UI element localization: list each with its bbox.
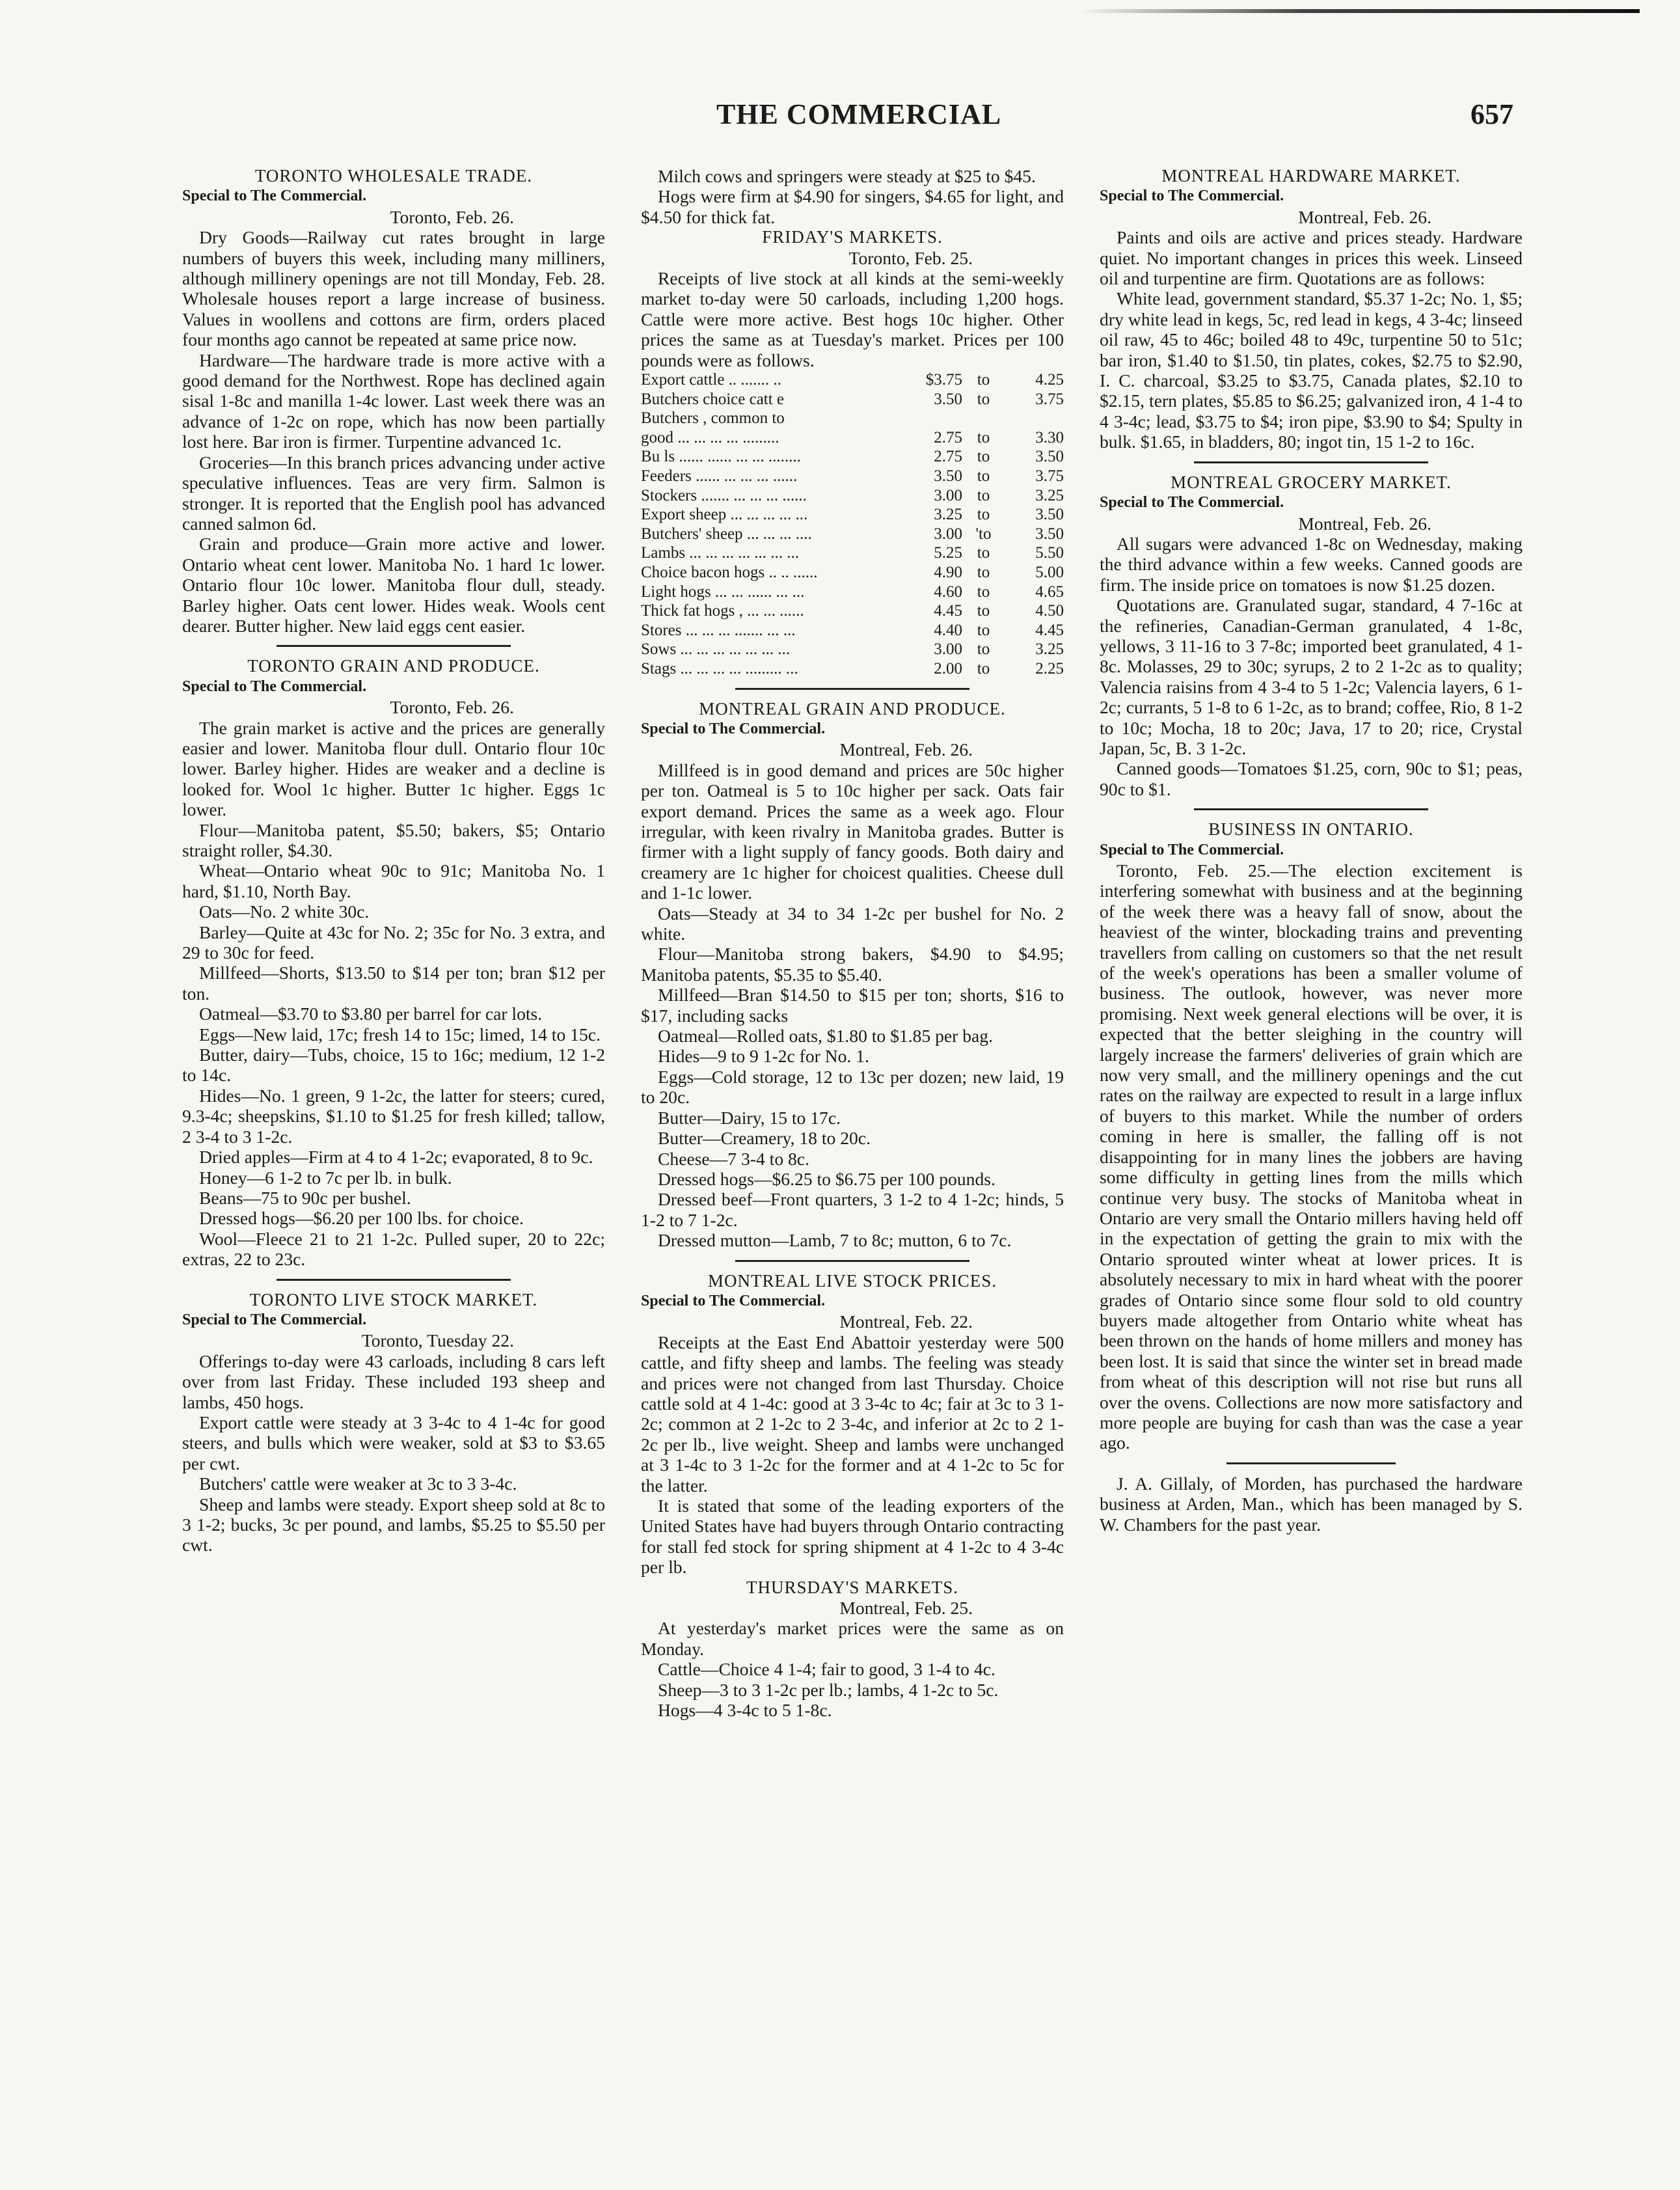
price-high: 3.30: [1035, 428, 1064, 446]
price-row: [641, 447, 1064, 467]
article-montreal-hardware-market: [1100, 166, 1523, 452]
price-item: Sows ... ... ... ... ... ... ...: [641, 640, 791, 659]
page-header: [0, 98, 1680, 137]
price-low: 4.60: [934, 582, 962, 601]
price-low: 4.45: [934, 602, 962, 620]
article-special-line: Special to The Commercial.: [182, 187, 367, 205]
article-headline: TORONTO LIVE STOCK MARKET.: [249, 1289, 538, 1309]
price-row: [641, 390, 1064, 409]
section-divider: [277, 1279, 511, 1281]
price-to: to: [977, 486, 990, 504]
article-special-line: Special to The Commercial.: [641, 720, 826, 737]
paragraph: Wheat—Ontario wheat 90c to 91c; Manitoba No. 1 hard, $1.10, North Bay.: [182, 860, 605, 901]
price-low: 4.90: [934, 564, 962, 581]
price-table: [641, 370, 1064, 679]
price-to: to: [977, 621, 990, 639]
section-divider: [735, 1260, 969, 1262]
column-1: [182, 166, 605, 2177]
paragraph: The grain market is active and the prices are generally easier and lower. Manitoba flour dull. Ontario flour 10c lower. Barley higher. Hides are weaker and a decline is looked for. Wool 1c higher. Butter 1c higher. Eggs 1c lower.: [182, 717, 605, 820]
price-item: Butchers choice catt e: [641, 390, 785, 408]
paragraph: Milch cows and springers were steady at $25 to $45.: [658, 166, 1036, 186]
article-toronto-grain-and-produce: [182, 656, 605, 1269]
paragraph: Hides—9 to 9 1-2c for No. 1.: [658, 1046, 869, 1067]
price-to: to: [977, 506, 990, 524]
price-row: [641, 525, 1064, 544]
price-item: Stockers ....... ... ... ... ......: [641, 486, 807, 504]
price-to: to: [977, 640, 990, 659]
article-dateline: Toronto, Feb. 26.: [390, 697, 514, 718]
article-headline: TORONTO GRAIN AND PRODUCE.: [247, 656, 540, 676]
section-divider: [1194, 808, 1428, 810]
article-dateline: Toronto, Feb. 25.: [848, 247, 973, 268]
paragraph: Paints and oils are active and prices steady. Hardware quiet. No important changes in prices this week. Linseed oil and turpentine are firm. Quotations are as follows:: [1100, 227, 1523, 289]
column-2: [641, 166, 1064, 2177]
paragraph: Dressed beef—Front quarters, 3 1-2 to 4 1-2c; hinds, 5 1-2 to 7 1-2c.: [641, 1189, 1064, 1230]
article-headline: MONTREAL GROCERY MARKET.: [1171, 472, 1452, 492]
price-high: 4.25: [1035, 371, 1064, 389]
price-row: [641, 563, 1064, 582]
article-fridays-markets: [641, 227, 1064, 678]
price-item: Choice bacon hogs .. .. ......: [641, 564, 818, 581]
price-item: Export sheep ... ... ... ... ...: [641, 506, 808, 524]
article-thursdays-markets: [641, 1578, 1064, 1721]
price-low: 3.00: [934, 486, 962, 504]
price-high: 3.25: [1035, 486, 1064, 504]
article-dateline: Montreal, Feb. 25.: [839, 1598, 973, 1619]
price-item: Bu ls ...... ...... ... ... ........: [641, 448, 801, 466]
article-headline: BUSINESS IN ONTARIO.: [1208, 819, 1414, 840]
paragraph: Oatmeal—Rolled oats, $1.80 to $1.85 per bag.: [658, 1026, 993, 1047]
paragraph: Honey—6 1-2 to 7c per lb. in bulk.: [199, 1167, 452, 1188]
paragraph: Canned goods—Tomatoes $1.25, corn, 90c to $1; peas, 90c to $1.: [1100, 758, 1523, 799]
paragraph: Offerings to-day were 43 carloads, including 8 cars left over from last Friday. These included 193 sheep and lambs, 450 hogs.: [182, 1350, 605, 1412]
article-headline: FRIDAY'S MARKETS.: [762, 227, 943, 247]
price-to: to: [977, 602, 990, 620]
paragraph: Dressed hogs—$6.20 per 100 lbs. for choice.: [199, 1208, 524, 1229]
price-row: [641, 543, 1064, 563]
price-to: to: [977, 390, 990, 408]
paragraph: Receipts at the East End Abattoir yesterday were 500 cattle, and fifty sheep and lambs. The feeling was steady and prices were not changed from last Thursday. Choice cattle sold at 4 1-4c: good at 3 3-4c to 4c; fair at 3c to 3 1-2c; common at 2 1-2c to 2 3-4c, and inferior at 2c to 2 1-2c per lb., live weight. Sheep and lambs were unchanged at 3 1-4c to 3 1-2c for the former and at 4 1-2c to 5c for the latter.: [641, 1332, 1064, 1496]
price-high: 3.25: [1035, 640, 1064, 659]
article-special-line: Special to The Commercial.: [1100, 494, 1284, 512]
price-row: [641, 659, 1064, 679]
top-border-rule: [1080, 9, 1640, 13]
paragraph: Butchers' cattle were weaker at 3c to 3 3-4c.: [199, 1473, 517, 1494]
price-high: 4.45: [1035, 621, 1064, 639]
price-row: [641, 582, 1064, 602]
price-to: to: [977, 448, 990, 466]
price-high: 3.50: [1035, 448, 1064, 466]
price-item: Butchers , common to: [641, 409, 785, 428]
price-low: 4.40: [934, 621, 962, 639]
article-toronto-wholesale-trade: [182, 166, 605, 636]
article-dateline: Montreal, Feb. 26.: [1298, 513, 1431, 534]
price-high: 3.50: [1035, 525, 1064, 543]
price-to: to: [977, 467, 990, 486]
paragraph: Sheep—3 to 3 1-2c per lb.; lambs, 4 1-2c to 5c.: [658, 1679, 999, 1700]
paragraph: White lead, government standard, $5.37 1-2c; No. 1, $5; dry white lead in kegs, 5c, red lead in kegs, 4 3-4c; linseed oil raw, 45 to 46c; boiled 48 to 49c, turpentine 50 to 51c; bar iron, $1.40 to $1.50, tin plates, cokes, $2.75 to $2.90, I. C. charcoal, $3.25 to $3.75, Canada plates, $2.10 to $2.15, tern plates, $5.85 to $6.25; galvanized iron, 4 1-4 to 4 3-4c; lead, $3.75 to $4; iron pipe, $3.90 to $4; Spulty in bulk. $1.65, in bladders, 80; ingot tin, 15 1-2 to 16c.: [1100, 288, 1523, 452]
price-to: to: [977, 659, 990, 678]
column-3: [1100, 166, 1523, 2177]
price-low: 3.00: [934, 640, 962, 659]
price-high: 5.00: [1035, 564, 1064, 581]
paragraph: Eggs—New laid, 17c; fresh 14 to 15c; limed, 14 to 15c.: [199, 1024, 601, 1045]
price-to: 'to: [975, 525, 992, 543]
price-to: to: [977, 564, 990, 581]
price-low: 2.00: [934, 659, 962, 678]
page-number: 657: [1470, 98, 1513, 130]
price-to: to: [977, 428, 990, 446]
article-special-line: Special to The Commercial.: [641, 1292, 826, 1309]
price-to: to: [977, 371, 990, 389]
price-row: [641, 601, 1064, 621]
paragraph: Hides—No. 1 green, 9 1-2c, the latter for steers; cured, 9.3-4c; sheepskins, $1.10 to $1.25 for fresh killed; tallow, 2 3-4 to 3 1-2c.: [182, 1085, 605, 1147]
paragraph: Sheep and lambs were steady. Export sheep sold at 8c to 3 1-2; bucks, 3c per pound, and lambs, $5.25 to $5.50 per cwt.: [182, 1494, 605, 1555]
price-low: 5.25: [934, 544, 962, 562]
price-row: [641, 370, 1064, 390]
price-item: Stags ... ... ... ... ......... ...: [641, 659, 798, 678]
paragraph: Millfeed is in good demand and prices are 50c higher per ton. Oatmeal is 5 to 10c higher per sack. Oats fair export demand. Prices the same as a week ago. Flour irregular, with keen rivalry in Manitoba grades. Butter is firmer with a light supply of fancy goods. Both dairy and creamery are 1c higher for choicest qualities. Cheese dull and 1-1c lower.: [641, 760, 1064, 903]
paragraph: Barley—Quite at 43c for No. 2; 35c for No. 3 extra, and 29 to 30c for feed.: [182, 922, 605, 963]
paragraph: Millfeed—Shorts, $13.50 to $14 per ton; bran $12 per ton.: [182, 963, 605, 1004]
paragraph: At yesterday's market prices were the same as on Monday.: [641, 1618, 1064, 1659]
price-item: Lambs ... ... ... ... ... ... ...: [641, 544, 800, 562]
price-to: [962, 409, 1005, 428]
price-low: 3.25: [934, 506, 962, 524]
paragraph: Toronto, Feb. 25.—The election excitement is interfering somewhat with business and at the beginning of the week there was a heavy fall of snow, about the heaviest of the winter, blockading trains and preventing travellers from calling on customers so that the net result of the week's operations has been a smaller volume of business. The outlook, however, was never more promising. Next week general elections will be over, it is expected that the better sleighing in the country will largely increase the farmers' deliveries of grain which are now very small, and the millinery openings and the cut rates on the railway are expected to result in a large influx of buyers to this market. While the number of orders coming in here is smaller, the falling off is not disappointing for in many lines the jobbers are having some difficulty in getting lines from the mills which continue very busy. The stocks of Manitoba wheat in Ontario are very small the Ontario millers having held off in the expectation of getting the grain to mix with the Ontario sprouted winter wheat at lower prices. It is absolutely necessary to mix in hard wheat with the poorer grades of Ontario since some flour sold to old country buyers made altogether from Ontario white wheat has been thrown on the hands of home millers and money has been lost. It is said that since the winter set in bread made from wheat of this description will not rise but runs all over the ovens. Collections are now more satisfactory and more people are buying for cash than was the case a year ago.: [1100, 860, 1523, 1453]
paragraph: Flour—Manitoba patent, $5.50; bakers, $5; Ontario straight roller, $4.30.: [182, 819, 605, 860]
paragraph: All sugars were advanced 1-8c on Wednesday, making the third advance within a few weeks. Canned goods are firm. The inside price on tomatoes is now $1.25 dozen.: [1100, 533, 1523, 595]
article-headline: MONTREAL LIVE STOCK PRICES.: [707, 1270, 997, 1291]
article-dateline: Toronto, Tuesday 22.: [361, 1330, 514, 1351]
price-high: 3.50: [1035, 506, 1064, 524]
article-special-line: Special to The Commercial.: [1100, 187, 1284, 205]
price-low: 3.50: [934, 390, 962, 408]
paragraph: Millfeed—Bran $14.50 to $15 per ton; shorts, $16 to $17, including sacks: [641, 985, 1064, 1026]
price-item: Thick fat hogs , ... ... ......: [641, 602, 804, 620]
paragraph: Oats—No. 2 white 30c.: [199, 901, 370, 922]
paragraph: Dressed hogs—$6.25 to $6.75 per 100 pounds.: [658, 1168, 996, 1189]
paragraph: Wool—Fleece 21 to 21 1-2c. Pulled super, 20 to 22c; extras, 22 to 23c.: [182, 1228, 605, 1270]
paragraph: Dry Goods—Railway cut rates brought in large numbers of buyers this week, including many milliners, although millinery openings are not till Monday, Feb. 28. Wholesale houses report a large increase of business. Values in woollens and cottons are firm, orders placed four months ago cannot be repeated at same price now.: [182, 227, 605, 350]
price-low: 3.50: [934, 467, 962, 486]
price-high: 4.50: [1035, 602, 1064, 620]
price-high: [1005, 409, 1064, 428]
article-headline: THURSDAY'S MARKETS.: [746, 1577, 958, 1597]
paragraph: It is stated that some of the leading exporters of the United States have had buyers through Ontario contracting for stall fed stock for spring shipment at 4 1-2c to 4 3-4c per lb.: [641, 1496, 1064, 1578]
paragraph: Butter—Creamery, 18 to 20c.: [658, 1128, 871, 1149]
price-high: 5.50: [1035, 544, 1064, 562]
section-divider: [277, 645, 511, 647]
price-low: 2.75: [934, 428, 962, 446]
paragraph: Quotations are. Granulated sugar, standard, 4 7-16c at the refineries, Canadian-German granulated, 4 1-8c, yellows, 3 11-16 to 3 7-8c; imported beet granulated, 4 1-8c. Molasses, 29 to 30c; syrups, 2 to 2 1-2c as to quality; Valencia raisins from 4 3-4 to 5 1-2c; Valencia layers, 6 1-2c; currants, 5 1-8 to 6 1-2c, as to brand; coffee, Rio, 8 1-2 to 10c; Mocha, 18 to 20c; Java, 17 to 20; rice, Crystal Japan, 5c, B. 3 1-2c.: [1100, 595, 1523, 758]
paragraph: Hardware—The hardware trade is more active with a good demand for the Northwest. Rope has declined again sisal 1-8c and manilla 1-4c lower. Last week there was an advance of 1-2c on rope, which has now been partially lost here. Bar iron is firmer. Turpentine advanced 1c.: [182, 349, 605, 452]
price-row: [641, 428, 1064, 448]
publication-title: THE COMMERCIAL: [716, 98, 1002, 130]
paragraph: Flour—Manitoba strong bakers, $4.90 to $4.95; Manitoba patents, $5.35 to $5.40.: [641, 944, 1064, 985]
paragraph: Butter—Dairy, 15 to 17c.: [658, 1107, 841, 1128]
paragraph: Cattle—Choice 4 1-4; fair to good, 3 1-4 to 4c.: [658, 1659, 996, 1680]
price-to: to: [977, 582, 990, 601]
price-to: to: [977, 544, 990, 562]
article-dateline: Montreal, Feb. 22.: [839, 1311, 973, 1332]
price-item: Export cattle .. ....... ..: [641, 371, 781, 389]
price-row: [641, 486, 1064, 506]
paragraph: Groceries—In this branch prices advancing under active speculative influences. Teas are very firm. Salmon is stronger. It is reported that the English pool has advanced canned salmon 6d.: [182, 452, 605, 534]
article-dateline: Montreal, Feb. 26.: [1298, 206, 1431, 227]
price-item: good ... ... ... ... .........: [641, 428, 779, 446]
paragraph: Oats—Steady at 34 to 34 1-2c per bushel for No. 2 white.: [641, 903, 1064, 944]
paragraph: Oatmeal—$3.70 to $3.80 per barrel for car lots.: [199, 1004, 543, 1024]
paragraph: Dressed mutton—Lamb, 7 to 8c; mutton, 6 to 7c.: [658, 1230, 1012, 1251]
article-headline: TORONTO WHOLESALE TRADE.: [254, 166, 533, 185]
article-toronto-live-stock-market: [182, 1290, 605, 1555]
paragraph: Grain and produce—Grain more active and lower. Ontario wheat cent lower. Manitoba No. 1 hard 1c lower. Ontario flour 10c lower. Manitoba flour dull, steady. Barley higher. Oats cent lower. Hides weak. Wools cent dearer. Butter higher. New laid eggs cent easier.: [182, 534, 605, 636]
price-row: [641, 467, 1064, 486]
price-item: Feeders ...... ... ... ... ......: [641, 467, 798, 486]
price-item: Stores ... ... ... ....... ... ...: [641, 621, 796, 639]
price-row: [641, 640, 1064, 659]
paragraph: Eggs—Cold storage, 12 to 13c per dozen; new laid, 19 to 20c.: [641, 1066, 1064, 1108]
price-high: 3.75: [1035, 467, 1064, 486]
price-low: 3.00: [934, 525, 962, 543]
paragraph: Hogs—4 3-4c to 5 1-8c.: [658, 1700, 832, 1721]
article-special-line: Special to The Commercial.: [1100, 841, 1284, 858]
price-row: [641, 409, 1064, 428]
section-divider: [1226, 1462, 1396, 1464]
price-high: 3.75: [1035, 390, 1064, 408]
paragraph: Cheese—7 3-4 to 8c.: [658, 1148, 809, 1169]
price-low: 2.75: [934, 448, 962, 466]
price-item: Light hogs ... ... ...... ... ...: [641, 582, 805, 601]
section-divider: [735, 688, 969, 690]
article-special-line: Special to The Commercial.: [182, 1311, 367, 1328]
price-row: [641, 621, 1064, 640]
article-special-line: Special to The Commercial.: [182, 678, 367, 695]
article-montreal-grocery-market: [1100, 472, 1523, 800]
article-business-in-ontario: [1100, 819, 1523, 1453]
paragraph: Hogs were firm at $4.90 for singers, $4.65 for light, and $4.50 for thick fat.: [641, 186, 1064, 227]
article-headline: MONTREAL HARDWARE MARKET.: [1161, 166, 1461, 185]
article-headline: MONTREAL GRAIN AND PRODUCE.: [699, 698, 1006, 719]
article-dateline: Montreal, Feb. 26.: [839, 739, 973, 760]
paragraph: Dried apples—Firm at 4 to 4 1-2c; evaporated, 8 to 9c.: [199, 1147, 593, 1168]
article-montreal-grain-and-produce: [641, 699, 1064, 1251]
price-high: 4.65: [1035, 582, 1064, 601]
paragraph: Beans—75 to 90c per bushel.: [199, 1187, 411, 1208]
paragraph: Receipts of live stock at all kinds at the semi-weekly market to-day were 50 carloads, including 1,200 hogs. Cattle were more active. Best hogs 10c higher. Other prices the same as at Tuesday's market. Prices per 100 pounds were as follows.: [641, 268, 1064, 370]
price-item: Butchers' sheep ... ... ... ....: [641, 525, 812, 543]
article-montreal-live-stock-prices: [641, 1271, 1064, 1578]
paragraph: Butter, dairy—Tubs, choice, 15 to 16c; medium, 12 1-2 to 14c.: [182, 1045, 605, 1086]
price-high: 2.25: [1035, 659, 1064, 678]
closing-note: J. A. Gillaly, of Morden, has purchased the hardware business at Arden, Man., which has been managed by S. W. Chambers for the past year.: [1100, 1473, 1523, 1535]
price-low: [903, 409, 962, 428]
price-row: [641, 505, 1064, 525]
price-low: $3.75: [925, 371, 962, 389]
paragraph: Export cattle were steady at 3 3-4c to 4 1-4c for good steers, and bulls which were weaker, sold at $3 to $3.65 per cwt.: [182, 1412, 605, 1473]
section-divider: [1194, 461, 1428, 463]
article-dateline: Toronto, Feb. 26.: [390, 206, 514, 227]
